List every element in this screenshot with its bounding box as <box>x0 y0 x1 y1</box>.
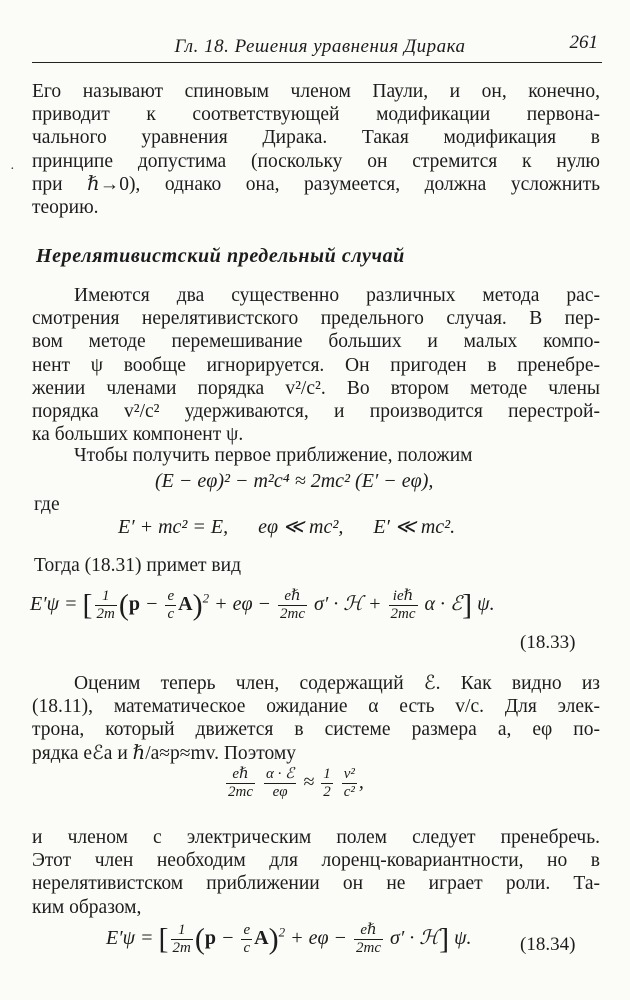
text-line: смотрения нерелятивистского предельного случая. В пер- <box>32 308 600 330</box>
text-line: Этот член необходим для лоренц-ковариантности, но в <box>32 850 600 872</box>
fraction: $\frac{\text{α · ℰ}}{e\varphi}$ <box>266 766 295 800</box>
page-number: 261 <box>569 32 598 53</box>
text-line: теорию. <box>32 197 99 219</box>
text-line: Оценим теперь член, содержащий ℰ. Как видно из <box>74 673 600 694</box>
text-line: Имеются два существенно различных метода рас- <box>74 285 600 306</box>
eq-term: σ′ · ℋ + <box>314 593 382 616</box>
fraction: $\frac{e}{c}$ <box>243 922 251 956</box>
equation-estimate <box>224 766 364 801</box>
equation-18-34: E′ψ = [ $\frac{1}{2m}$ (p − $\frac{e}{c}$ A)$^2$ + eφ − $\frac{\text{eℏ}}{2mc}$ σ′ · ℋ] ψ. <box>106 922 472 956</box>
section-heading: Нерелятивистский предельный случай <box>36 245 405 267</box>
text-line: и членом с электрическим полем следует пренебречь. <box>32 827 600 848</box>
eq-term: + eφ − <box>290 927 348 950</box>
eq-term: ψ. <box>477 593 495 616</box>
fraction: $\frac{1}{2m}$ <box>96 588 115 622</box>
equation-conditions: E′ + mc² = E, eφ ≪ mc², E′ ≪ mc². <box>118 516 456 538</box>
text-line: трона, который движется в системе размера a, eφ по- <box>32 719 600 741</box>
equation-number: (18.33) <box>520 632 576 653</box>
bracket-open: [ <box>82 588 93 622</box>
text-line: (18.11), математическое ожидание α есть v/c. Для элек- <box>32 696 600 718</box>
paragraph-estimate <box>32 672 600 765</box>
eq-term: ψ. <box>454 927 472 950</box>
paragraph-neglect <box>32 826 600 919</box>
bracket-open: [ <box>158 922 169 956</box>
fraction: $\frac{\text{eℏ}}{2mc}$ <box>356 922 382 956</box>
momentum-symbol: p <box>204 927 216 950</box>
fraction: $\frac{\text{eℏ}}{2mc}$ <box>228 766 253 800</box>
bracket-close: ] <box>439 922 450 956</box>
text-line: при ℏ→0), однако она, разумеется, должна усложнить <box>32 173 600 195</box>
equation-energy-approx: (E − eφ)² − m²c⁴ ≈ 2mc² (E′ − eφ), <box>155 470 434 492</box>
vector-potential-symbol: A <box>254 927 269 950</box>
momentum-symbol: p <box>128 593 140 616</box>
header-rule <box>32 62 602 63</box>
paragraph-methods <box>32 284 600 446</box>
text-line: чального уравнения Дирака. Такая модификация в <box>32 127 600 149</box>
text-line: порядка v²/c² удерживаются, и производится перестрой- <box>32 401 600 423</box>
paren-open: ( <box>194 922 205 956</box>
eq-term: , <box>358 771 364 794</box>
eq-term: ≈ <box>303 771 315 794</box>
eq-lhs: E′ψ = <box>30 593 83 616</box>
equation-number: (18.34) <box>520 934 576 955</box>
fraction: $\frac{e}{c}$ <box>167 588 175 622</box>
paren-close: ) <box>192 588 203 622</box>
where-label: где <box>34 494 60 515</box>
fraction: $\frac{\text{eℏ}}{2mc}$ <box>280 588 306 622</box>
text-line: Чтобы получить первое приближение, положим <box>74 445 473 466</box>
eq-term: σ′ · ℋ <box>390 927 440 950</box>
paren-open: ( <box>118 588 129 622</box>
bracket-close: ] <box>462 588 473 622</box>
eq-term: α · ℰ <box>424 593 463 616</box>
paragraph-first-approx <box>32 444 600 467</box>
text-line: ким образом, <box>32 896 142 918</box>
margin-dot: · <box>10 162 15 177</box>
equation-18-33: E′ψ = [ $\frac{1}{2m}$ (p − $\frac{e}{c}$ A)$^2$ + eφ − $\frac{\text{eℏ}}{2mc}$ σ′ · ℋ + $\frac{\text{ieℏ}}{2mc}$ α · ℰ] ψ. <box>30 588 495 622</box>
text-line: нент ψ вообще игнорируется. Он пригоден в пренебре- <box>32 354 600 376</box>
text-line: рядка eℰa и ℏ/a≈p≈mv. Поэтому <box>32 742 297 764</box>
then-line: Тогда (18.31) примет вид <box>34 555 241 576</box>
fraction: $\frac{1}{2}$ <box>323 766 331 800</box>
text-line: принципе допустима (поскольку он стремится к нулю <box>32 150 600 172</box>
text-line: жении членами порядка v²/c². Во втором методе члены <box>32 377 600 399</box>
text-line: нерелятивистском приближении он не играет роли. Та- <box>32 873 600 895</box>
running-header: Гл. 18. Решения уравнения Дирака <box>174 36 466 57</box>
fraction: $\frac{\text{v²}}{\text{c²}}$ <box>343 766 355 800</box>
text-line: приводит к соответствующей модификации первона- <box>32 104 600 126</box>
intro-paragraph <box>32 80 600 219</box>
text-line: вом методе перемешивание больших и малых компо- <box>32 331 600 353</box>
text-line: ка больших компонент ψ. <box>32 424 244 446</box>
fraction: $\frac{\text{ieℏ}}{2mc}$ <box>390 588 416 622</box>
vector-potential-symbol: A <box>178 593 193 616</box>
text-line: Его называют спиновым членом Паули, и он, конечно, <box>32 81 600 102</box>
eq-term: + eφ − <box>214 593 272 616</box>
eq-lhs: E′ψ = <box>106 927 159 950</box>
fraction: $\frac{1}{2m}$ <box>172 922 191 956</box>
paren-close: ) <box>268 922 279 956</box>
